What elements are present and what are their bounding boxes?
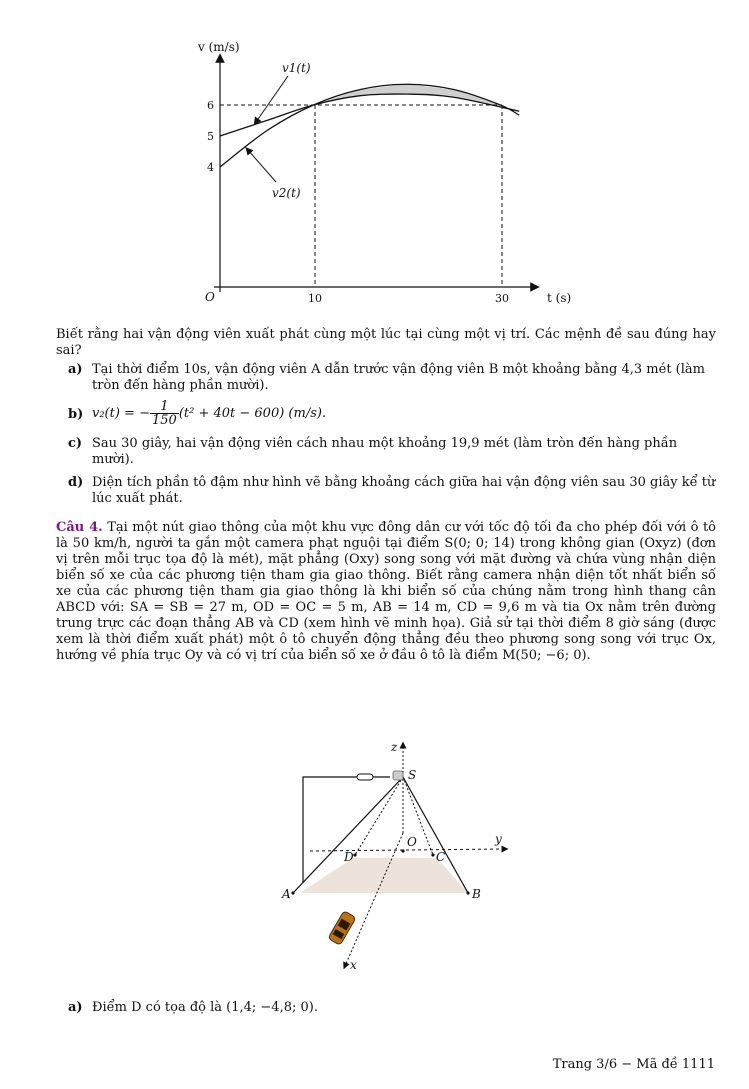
y-axis-label: v (m/s) — [198, 40, 240, 54]
statement-c-label: c) — [68, 436, 83, 451]
statement-d — [68, 475, 716, 507]
page-footer: Trang 3/6 − Mã đề 1111 — [552, 1057, 715, 1072]
label-S: S — [408, 768, 417, 782]
statement-b-formula — [92, 400, 716, 427]
edge-SD — [355, 777, 403, 855]
y-tick-6: 6 — [207, 99, 214, 112]
problem4-statement-a — [68, 1000, 716, 1016]
velocity-chart — [190, 30, 590, 312]
origin-label: O — [205, 290, 215, 304]
x-axis-3d — [345, 833, 403, 966]
series-v2-label: v2(t) — [272, 186, 301, 200]
statement-c-text: Sau 30 giây, hai vận động viên cách nhau một khoảng 19,9 mét (làm tròn đến hàng phần mười). — [92, 436, 678, 467]
camera-figure — [265, 733, 510, 978]
statement-d-label: d) — [68, 475, 84, 490]
label-C: C — [436, 850, 446, 864]
statement-a-text: Tại thời điểm 10s, vận động viên A dẫn trước vận động viên B một khoảng bằng 4,3 mét (làm tròn đến hàng phần mười). — [92, 362, 705, 393]
fraction-denominator: 150 — [151, 413, 177, 428]
label-x: x — [350, 958, 357, 972]
x-axis-label: t (s) — [547, 291, 572, 305]
car-icon — [328, 911, 356, 946]
camera-icon — [357, 771, 403, 780]
label-O: O — [407, 835, 417, 849]
statement-a-label: a) — [68, 362, 83, 377]
problem4-a-text: Điểm D có tọa độ là (1,4; −4,8; 0). — [92, 1000, 318, 1015]
label-z: z — [391, 740, 398, 754]
problem4-body: Tại một nút giao thông của một khu vực đông dân cư với tốc độ tối đa cho phép đối với ô tô là 50 km/h, người ta gắn một camera phạt nguội tại điểm S(0; 0; 14) trong không gian (Oxyz) (đơn vị trên mỗi trục tọa độ là mét), mặt phẳng (Oxy) song song với mặt đường và chứa vùng nhận diện biển số xe của các phương tiện tham gia giao thông. Biết rằng camera nhận diện tốt nhất biển số xe của các phương tiện tham gia giao thông là khi biển số của chúng nằm trong hình thang cân ABCD với: SA = SB = 27 m, OD = OC = 5 m, AB = 14 m, CD = 9,6 m và tia Ox nằm trên đường trung trực các đoạn thẳng AB và CD (xem hình vẽ minh họa). Giả sử tại thời điểm 8 giờ sáng (được xem là thời điểm xuất phát) một ô tô chuyển động thẳng đều theo phương song song với trục Ox, hướng về phía trục Oy và có vị trí của biển số xe ở đầu ô tô là điểm M(50; −6; 0). — [56, 520, 716, 663]
statement-a — [68, 362, 716, 394]
label-D: D — [344, 850, 354, 864]
formula-prefix: v₂(t) = − — [92, 406, 150, 421]
formula-suffix: (t² + 40t − 600) (m/s). — [178, 406, 327, 421]
label-A: A — [282, 887, 291, 901]
series-v1-label: v1(t) — [282, 61, 311, 75]
fraction — [150, 400, 179, 427]
y-tick-4: 4 — [207, 161, 214, 174]
problem4-text — [56, 520, 716, 664]
statement-d-text: Diện tích phần tô đậm như hình vẽ bằng khoảng cách giữa hai vận động viên sau 30 giây kể từ lúc xuất phát. — [92, 475, 716, 506]
statement-c — [68, 436, 716, 468]
fraction-numerator: 1 — [150, 400, 179, 414]
label-B: B — [472, 887, 481, 901]
problem4-a-label: a) — [68, 1000, 83, 1015]
shaded-area — [314, 84, 501, 107]
statement-b — [68, 400, 716, 427]
problem4-label: Câu 4. — [56, 520, 103, 535]
statement-b-label: b) — [68, 407, 84, 422]
y-axis-3d — [310, 849, 505, 851]
label-y: y — [495, 832, 502, 846]
pointer-v2 — [248, 150, 276, 182]
problem3-intro: Biết rằng hai vận động viên xuất phát cùng một lúc tại cùng một vị trí. Các mệnh đề sau đúng hay sai? — [56, 327, 716, 358]
x-tick-30: 30 — [495, 292, 509, 305]
y-tick-5: 5 — [207, 130, 214, 143]
x-tick-10: 10 — [308, 292, 322, 305]
